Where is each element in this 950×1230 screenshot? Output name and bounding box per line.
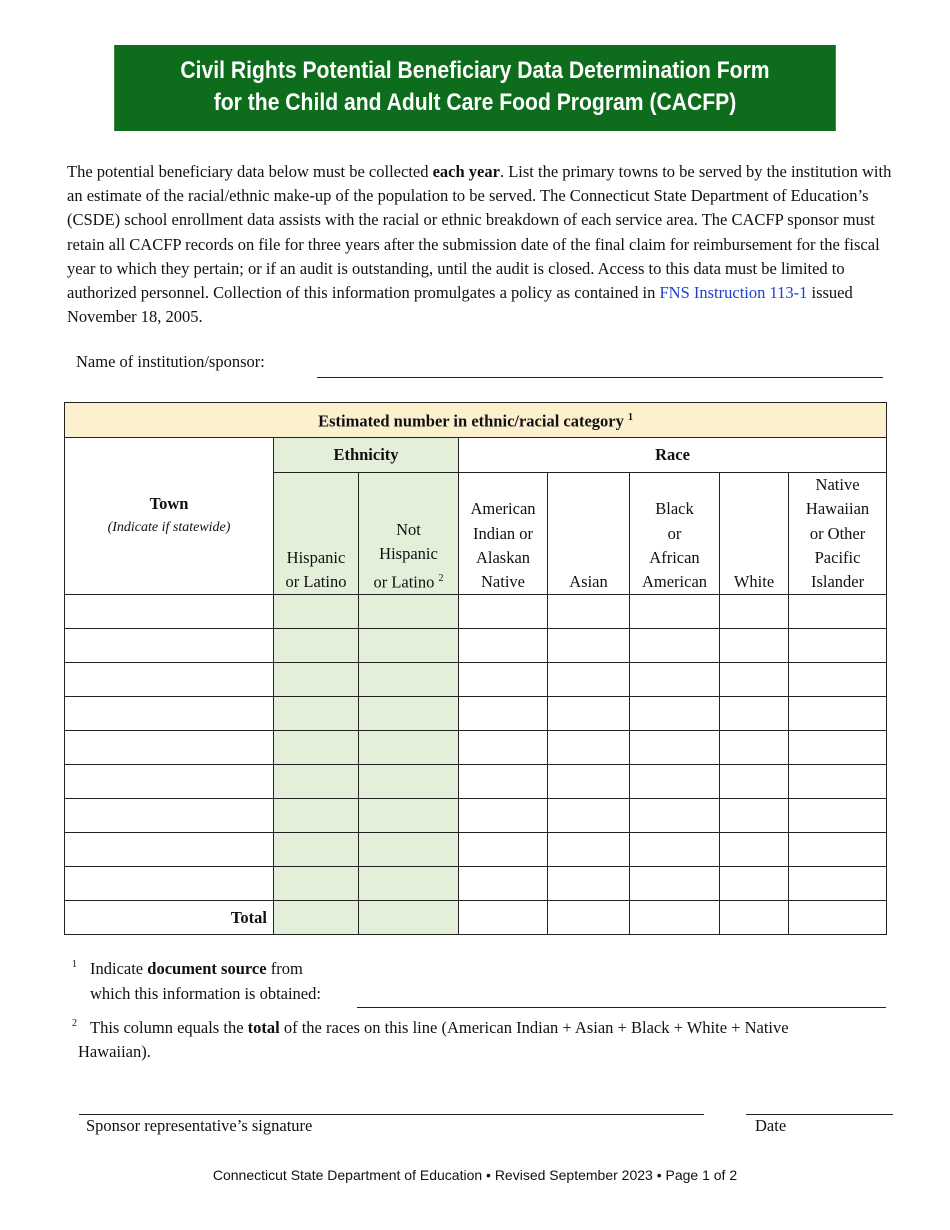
count-cell[interactable] (459, 697, 548, 731)
count-cell[interactable] (720, 765, 789, 799)
count-cell[interactable] (359, 629, 459, 663)
footnote-2-line-2: Hawaiian). (78, 1042, 151, 1061)
town-cell[interactable] (65, 867, 274, 901)
town-sublabel: (Indicate if statewide) (107, 520, 231, 536)
page-footer: Connecticut State Department of Education • Revised September 2023 • Page 1 of 2 (212, 1167, 738, 1183)
footnote-ref-2: 2 (438, 572, 444, 584)
count-cell[interactable] (548, 663, 630, 697)
count-cell[interactable] (789, 731, 887, 765)
count-cell[interactable] (459, 629, 548, 663)
col-native-hawaiian: Native Hawaiian or Other Pacific Islander (789, 473, 887, 595)
institution-label: Name of institution/sponsor: (76, 352, 265, 371)
count-cell[interactable] (720, 663, 789, 697)
count-cell[interactable] (459, 799, 548, 833)
count-cell[interactable] (789, 663, 887, 697)
table-row (65, 663, 887, 697)
count-cell[interactable] (630, 663, 720, 697)
count-cell[interactable] (274, 867, 359, 901)
count-cell[interactable] (359, 833, 459, 867)
intro-paragraph (67, 160, 892, 329)
count-cell[interactable] (548, 629, 630, 663)
race-header: Race (459, 438, 887, 473)
town-cell[interactable] (65, 799, 274, 833)
col-white: White (720, 473, 789, 595)
count-cell[interactable] (359, 799, 459, 833)
total-cell[interactable] (274, 901, 359, 935)
count-cell[interactable] (274, 833, 359, 867)
intro-text-2: . List the primary towns to be served by the institution with an estimate of the racial/ethnic make-up of the population to be served. The Connecticut State Department of Education’s (CSDE) school enrollment data assists with the racial or ethnic breakdown of each service area. The CACFP sponsor must retain all CACFP records on file for three years after the submission date of the final claim for reimbursement for the fiscal year to which they pertain; or if an audit is outstanding, until the audit is closed. Access to this data must be limited to authorized personnel. Collection of this information promulgates a policy as contained in (67, 162, 892, 303)
footnote-number-1: 1 (72, 959, 77, 970)
count-cell[interactable] (789, 765, 887, 799)
table-row (65, 799, 887, 833)
count-cell[interactable] (630, 867, 720, 901)
footnote-2: This column equals the total of the races on this line (American Indian + Asian + Black + White + Native (90, 1018, 789, 1037)
table-row (65, 833, 887, 867)
total-cell[interactable] (789, 901, 887, 935)
ethnic-racial-table (64, 402, 887, 935)
table-row (65, 731, 887, 765)
form-title-line-1: Civil Rights Potential Beneficiary Data Determination Form (180, 57, 770, 84)
count-cell[interactable] (459, 867, 548, 901)
total-cell[interactable] (359, 901, 459, 935)
count-cell[interactable] (359, 765, 459, 799)
table-row (65, 765, 887, 799)
town-cell[interactable] (65, 833, 274, 867)
institution-input-line[interactable] (317, 377, 883, 378)
form-title-line-2: for the Child and Adult Care Food Program (CACFP) (213, 89, 737, 116)
table-header: Estimated number in ethnic/racial category $^1$ (65, 403, 887, 438)
total-cell[interactable] (720, 901, 789, 935)
count-cell[interactable] (630, 595, 720, 629)
total-cell[interactable] (548, 901, 630, 935)
intro-text-3: issued November 18, 2005. (67, 283, 853, 327)
form-title-banner (114, 45, 836, 131)
count-cell[interactable] (548, 697, 630, 731)
town-cell[interactable] (65, 629, 274, 663)
count-cell[interactable] (274, 629, 359, 663)
count-cell[interactable] (720, 833, 789, 867)
count-cell[interactable] (630, 765, 720, 799)
count-cell[interactable] (720, 799, 789, 833)
count-cell[interactable] (359, 731, 459, 765)
total-cell[interactable] (630, 901, 720, 935)
count-cell[interactable] (459, 731, 548, 765)
fns-instruction-link[interactable]: FNS Instruction 113-1 (659, 283, 808, 303)
count-cell[interactable] (720, 629, 789, 663)
count-cell[interactable] (548, 731, 630, 765)
count-cell[interactable] (630, 697, 720, 731)
town-label: Town (149, 493, 189, 513)
table-row (65, 595, 887, 629)
col-not-hispanic: Not Hispanic or Latino $^2$ (359, 473, 459, 595)
signature-line[interactable] (79, 1114, 704, 1115)
count-cell[interactable] (630, 731, 720, 765)
total-row (65, 901, 887, 935)
count-cell[interactable] (720, 867, 789, 901)
date-line[interactable] (746, 1114, 893, 1115)
count-cell[interactable] (274, 697, 359, 731)
town-cell[interactable] (65, 663, 274, 697)
count-cell[interactable] (789, 629, 887, 663)
town-cell[interactable] (65, 731, 274, 765)
intro-text-1: The potential beneficiary data below must be collected (67, 162, 433, 181)
count-cell[interactable] (359, 867, 459, 901)
town-cell[interactable] (65, 595, 274, 629)
count-cell[interactable] (548, 867, 630, 901)
count-cell[interactable] (548, 833, 630, 867)
table-row (65, 697, 887, 731)
count-cell[interactable] (630, 629, 720, 663)
col-hispanic: Hispanic or Latino (274, 473, 359, 595)
count-cell[interactable] (720, 595, 789, 629)
footnote-ref-1: 1 (628, 412, 634, 424)
total-label: Total (65, 901, 274, 935)
count-cell[interactable] (548, 595, 630, 629)
count-cell[interactable] (720, 697, 789, 731)
count-cell[interactable] (720, 731, 789, 765)
count-cell[interactable] (630, 833, 720, 867)
count-cell[interactable] (459, 595, 548, 629)
table-row (65, 629, 887, 663)
count-cell[interactable] (630, 799, 720, 833)
count-cell[interactable] (789, 697, 887, 731)
footnote-number-2: 2 (72, 1018, 77, 1029)
date-label: Date (755, 1116, 787, 1135)
count-cell[interactable] (274, 799, 359, 833)
footnote-1: Indicate document source from which this information is obtained: (90, 959, 321, 1003)
count-cell[interactable] (274, 663, 359, 697)
count-cell[interactable] (274, 731, 359, 765)
count-cell[interactable] (274, 765, 359, 799)
col-american-indian: American Indian or Alaskan Native (459, 473, 548, 595)
document-source-input-line[interactable] (357, 1007, 886, 1008)
count-cell[interactable] (789, 595, 887, 629)
count-cell[interactable] (359, 697, 459, 731)
total-cell[interactable] (459, 901, 548, 935)
count-cell[interactable] (789, 799, 887, 833)
count-cell[interactable] (548, 799, 630, 833)
signature-label: Sponsor representative’s signature (86, 1116, 313, 1135)
table-row (65, 867, 887, 901)
count-cell[interactable] (359, 595, 459, 629)
count-cell[interactable] (459, 663, 548, 697)
town-cell[interactable] (65, 765, 274, 799)
intro-bold-each-year: each year (432, 162, 500, 181)
count-cell[interactable] (359, 663, 459, 697)
town-cell[interactable] (65, 697, 274, 731)
col-black: Black or African American (630, 473, 720, 595)
count-cell[interactable] (274, 595, 359, 629)
count-cell[interactable] (459, 833, 548, 867)
count-cell[interactable] (789, 833, 887, 867)
col-asian: Asian (548, 473, 630, 595)
count-cell[interactable] (548, 765, 630, 799)
ethnicity-header: Ethnicity (274, 438, 459, 473)
count-cell[interactable] (789, 867, 887, 901)
count-cell[interactable] (459, 765, 548, 799)
town-header (65, 438, 274, 595)
